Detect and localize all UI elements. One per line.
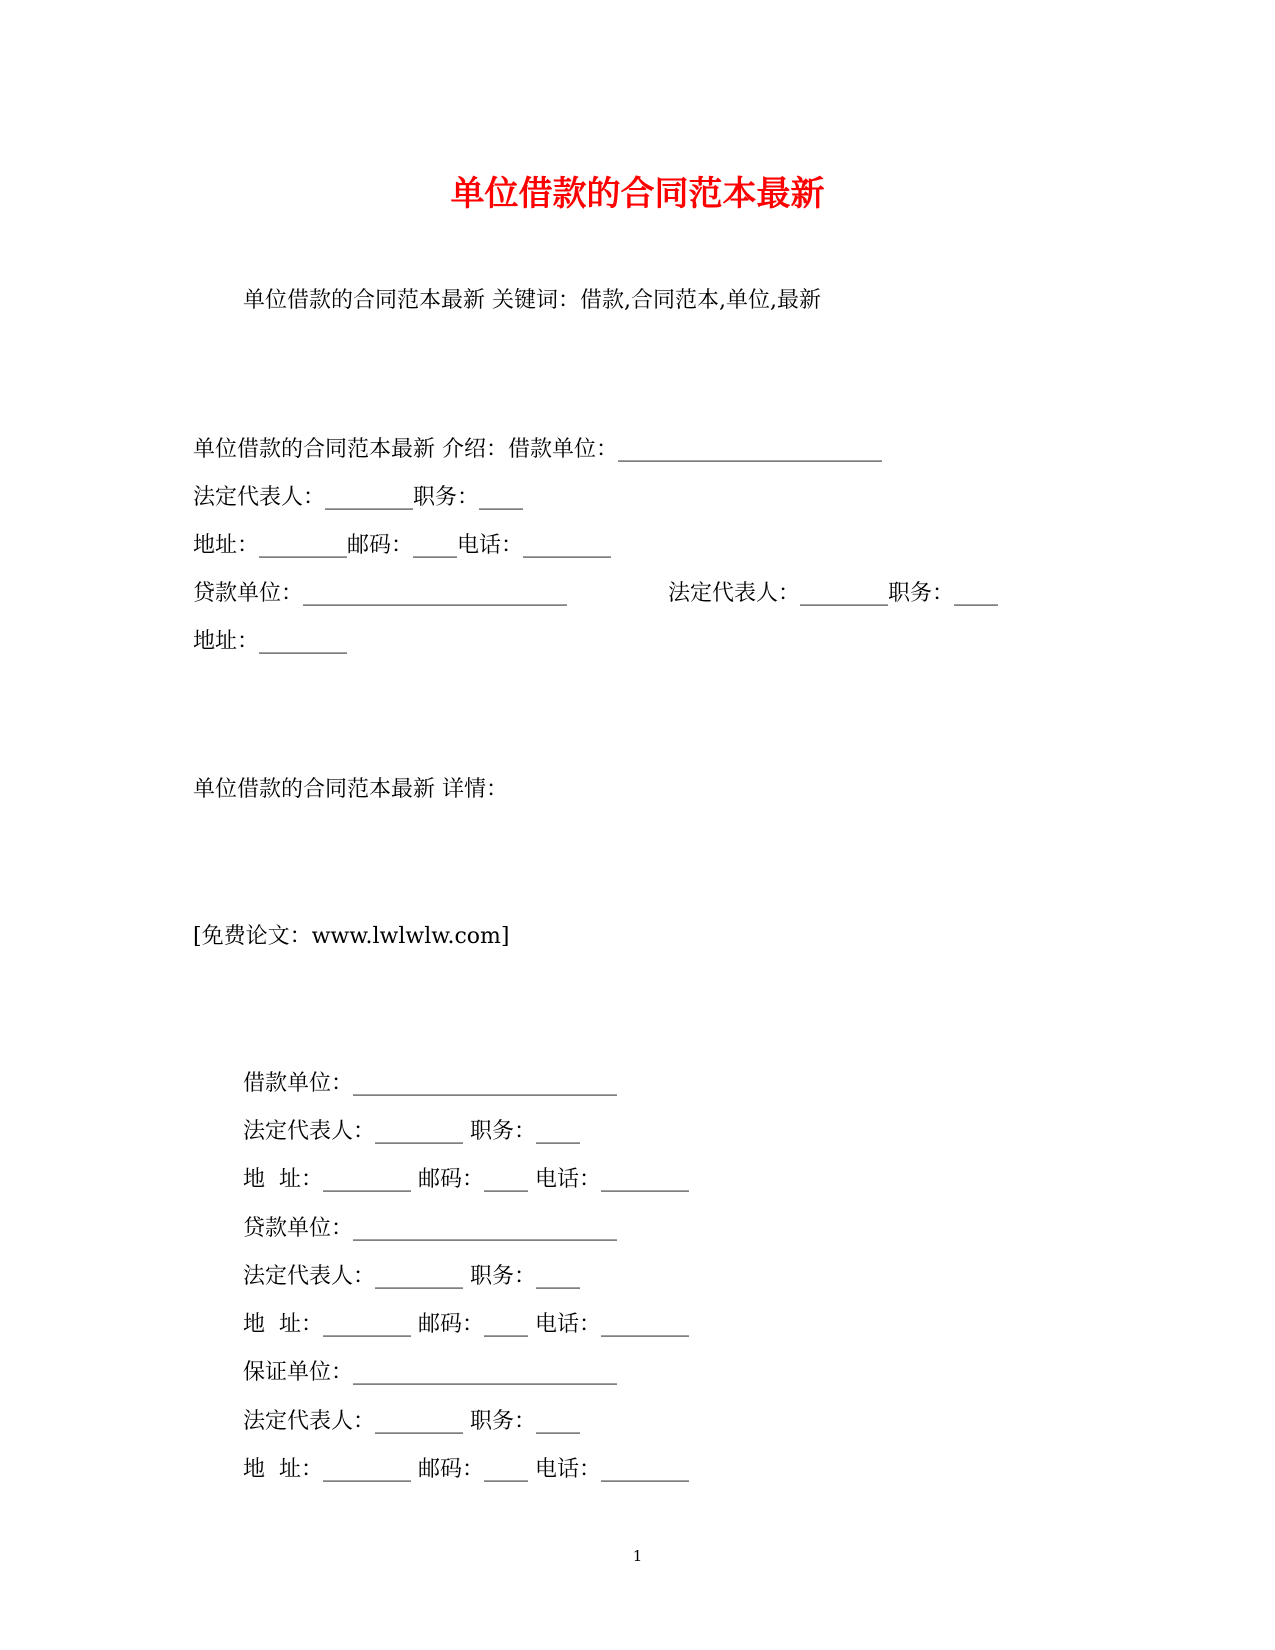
guarantor-representative-line: 法定代表人：________ 职务：____	[243, 1409, 580, 1434]
borrower-unit-line: 借款单位：________________________	[243, 1071, 618, 1096]
lender-representative-line: 法定代表人：________ 职务：____	[243, 1264, 580, 1289]
keywords-line: 单位借款的合同范本最新 关键词：借款,合同范本,单位,最新	[243, 288, 821, 313]
borrower-representative-line: 法定代表人：________ 职务：____	[243, 1119, 580, 1144]
borrower-address-line: 地 址：________ 邮码：____ 电话：________	[243, 1167, 689, 1192]
details-heading: 单位借款的合同范本最新 详情：	[193, 777, 508, 802]
lender-address-line: 地 址：________ 邮码：____ 电话：________	[243, 1312, 689, 1337]
intro-line-5: 地址：________	[193, 629, 348, 654]
lender-unit-line: 贷款单位：________________________	[243, 1216, 618, 1241]
intro-line-2: 法定代表人：________职务：____	[193, 485, 524, 510]
intro-line-1: 单位借款的合同范本最新 介绍：借款单位：________________________	[193, 437, 882, 462]
intro-line-3: 地址：________邮码：____电话：________	[193, 533, 612, 558]
intro-line-4-right: 法定代表人：________职务：____	[668, 581, 999, 606]
intro-line-4-left: 贷款单位：________________________	[193, 581, 568, 606]
page-number: 1	[632, 1547, 643, 1565]
free-paper-note: [免费论文：www.lwlwlw.com]	[193, 924, 510, 949]
document-title: 单位借款的合同范本最新	[450, 174, 825, 214]
guarantor-address-line: 地 址：________ 邮码：____ 电话：________	[243, 1457, 689, 1482]
guarantor-unit-line: 保证单位：________________________	[243, 1360, 618, 1385]
